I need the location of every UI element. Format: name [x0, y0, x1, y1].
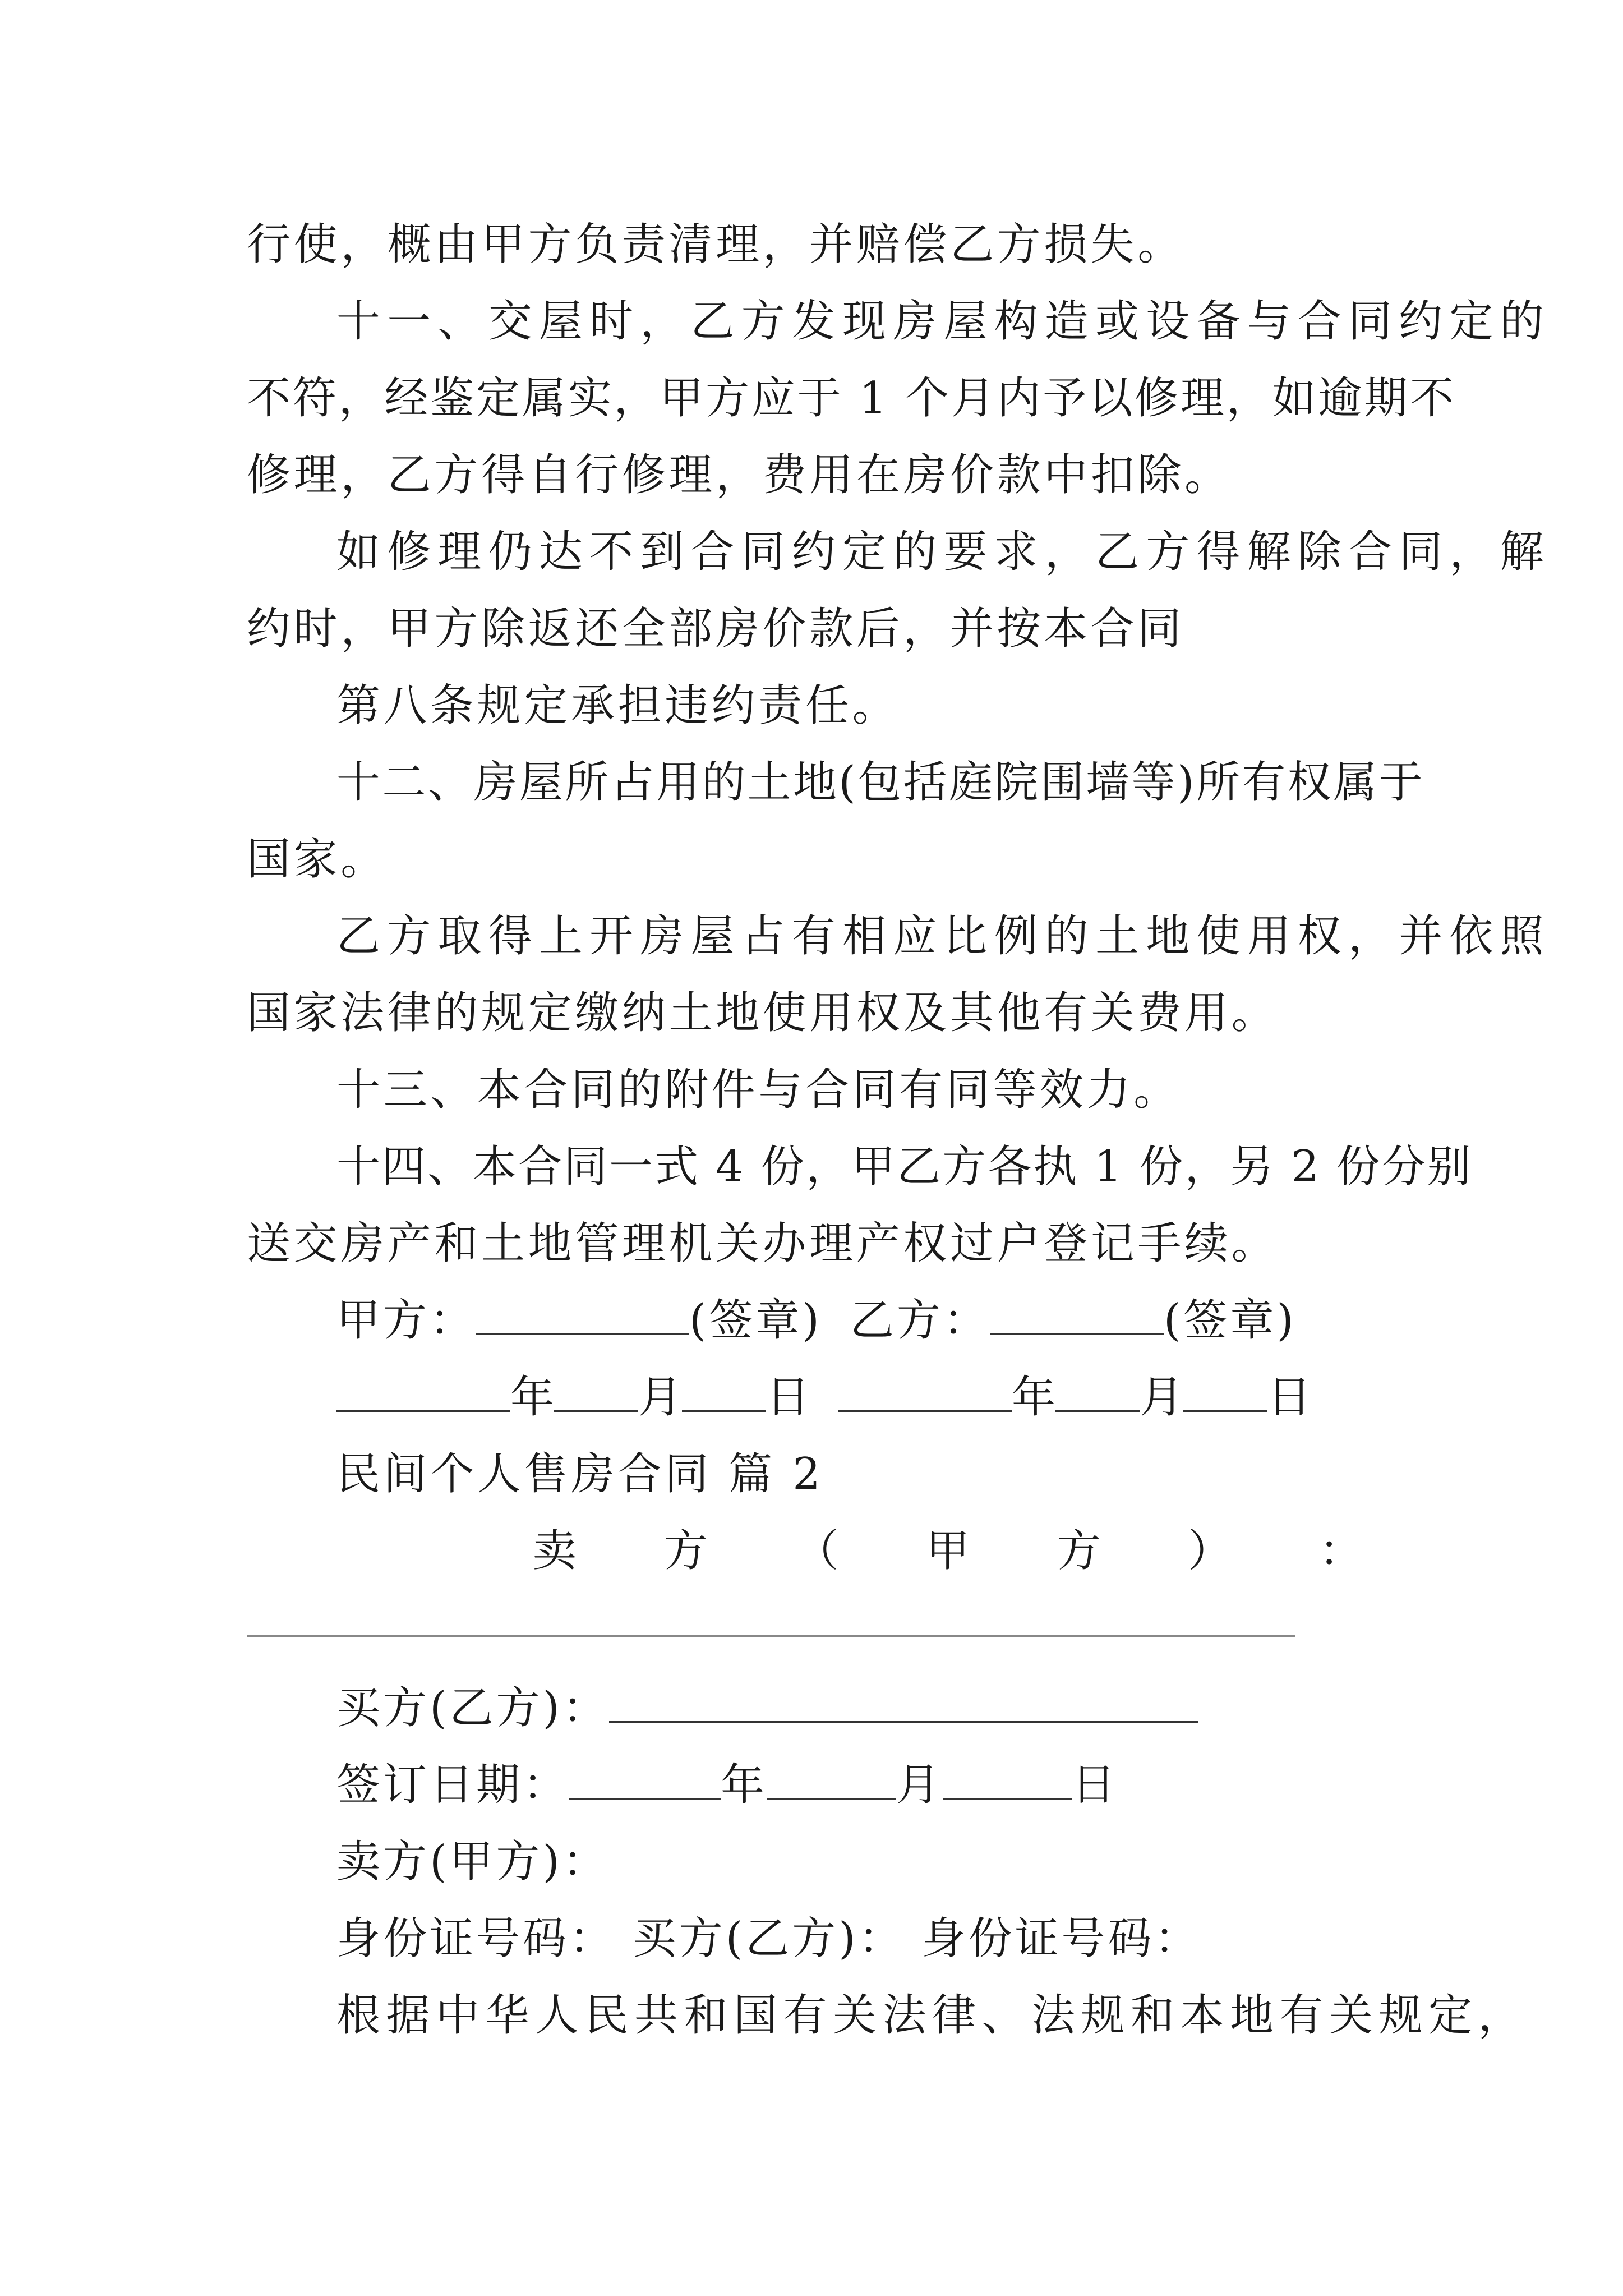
party-a-year-blank[interactable] [336, 1371, 510, 1412]
paragraph-line: 不符，经鉴定属实，甲方应于 1 个月内予以修理，如逾期不 [247, 373, 1456, 424]
paragraph-line: 行使，概由甲方负责清理，并赔偿乙方损失。 [247, 219, 1185, 270]
party-b-label: 乙方： [850, 1295, 990, 1346]
paragraph-line: 根据中华人民共和国有关法律、法规和本地有关规定， [336, 1990, 1528, 2041]
paragraph-line: 乙方取得上开房屋占有相应比例的土地使用权，并依照 [336, 911, 1551, 961]
paragraph-line: 十三、本合同的附件与合同有同等效力。 [336, 1065, 1181, 1115]
month-label: 月 [896, 1760, 943, 1810]
party-a-month-blank[interactable] [554, 1371, 638, 1412]
id-number-line: 身份证号码： 买方(乙方)： 身份证号码： [336, 1913, 1201, 1964]
buyer-label: 买方(乙方)： [336, 1683, 609, 1733]
seller-char: （ [795, 1526, 839, 1576]
paragraph-line: 十四、本合同一式 4 份，甲乙方各执 1 份，另 2 份分别 [336, 1142, 1473, 1192]
year-label: 年 [510, 1372, 555, 1423]
seller-char: ： [1318, 1526, 1363, 1576]
paragraph-line: 十一、交屋时，乙方发现房屋构造或设备与合同约定的 [336, 296, 1551, 347]
day-label: 日 [1267, 1372, 1312, 1423]
paragraph-line: 送交房产和土地管理机关办理产权过户登记手续。 [247, 1218, 1279, 1269]
paragraph-line: 国家法律的规定缴纳土地使用权及其他有关费用。 [247, 988, 1279, 1038]
seller-char: 方 [663, 1526, 708, 1576]
signing-year-blank[interactable] [569, 1759, 721, 1800]
paragraph-line: 如修理仍达不到合同约定的要求，乙方得解除合同，解 [336, 527, 1551, 577]
party-a-signature-blank[interactable] [476, 1294, 689, 1335]
party-a-label: 甲方： [336, 1295, 477, 1346]
signing-date-line [336, 1757, 1118, 1813]
signing-date-label: 签订日期： [336, 1760, 570, 1810]
buyer-blank[interactable] [609, 1682, 1198, 1723]
signing-day-blank[interactable] [943, 1759, 1072, 1800]
year-label: 年 [1012, 1372, 1056, 1423]
party-b-seal-label: (签章) [1163, 1295, 1297, 1346]
paragraph-line: 修理，乙方得自行修理，费用在房价款中扣除。 [247, 450, 1232, 500]
party-b-day-blank[interactable] [1183, 1371, 1267, 1412]
buyer-line [336, 1680, 1198, 1736]
seller-spaced-line [533, 1523, 1363, 1579]
paragraph-line: 约时，甲方除返还全部房价款后，并按本合同 [247, 604, 1185, 654]
paragraph-line: 国家。 [247, 834, 388, 885]
paragraph-line: 十二、房屋所占用的土地(包括庭院围墙等)所有权属于 [336, 757, 1424, 808]
seller-char: 甲 [925, 1526, 970, 1576]
seller-char: 方 [1057, 1526, 1101, 1576]
month-label: 月 [638, 1372, 683, 1423]
party-b-year-blank[interactable] [838, 1371, 1012, 1412]
month-label: 月 [1140, 1372, 1184, 1423]
seller-char: ） [1188, 1526, 1232, 1576]
paragraph-line: 第八条规定承担违约责任。 [336, 680, 900, 731]
seller-char: 卖 [533, 1526, 577, 1576]
signature-date-row [336, 1369, 1311, 1425]
section-heading: 民间个人售房合同 篇 2 [336, 1449, 824, 1499]
party-b-signature-blank[interactable] [990, 1294, 1164, 1335]
party-a-day-blank[interactable] [682, 1371, 766, 1412]
signing-month-blank[interactable] [767, 1759, 896, 1800]
seller-underline [247, 1635, 1295, 1637]
year-label: 年 [721, 1760, 768, 1810]
party-b-month-blank[interactable] [1055, 1371, 1140, 1412]
seller-label-line: 卖方(甲方)： [336, 1837, 609, 1887]
day-label: 日 [766, 1372, 810, 1423]
party-a-seal-label: (签章) [689, 1295, 822, 1346]
signature-row [336, 1292, 1297, 1349]
day-label: 日 [1072, 1760, 1119, 1810]
